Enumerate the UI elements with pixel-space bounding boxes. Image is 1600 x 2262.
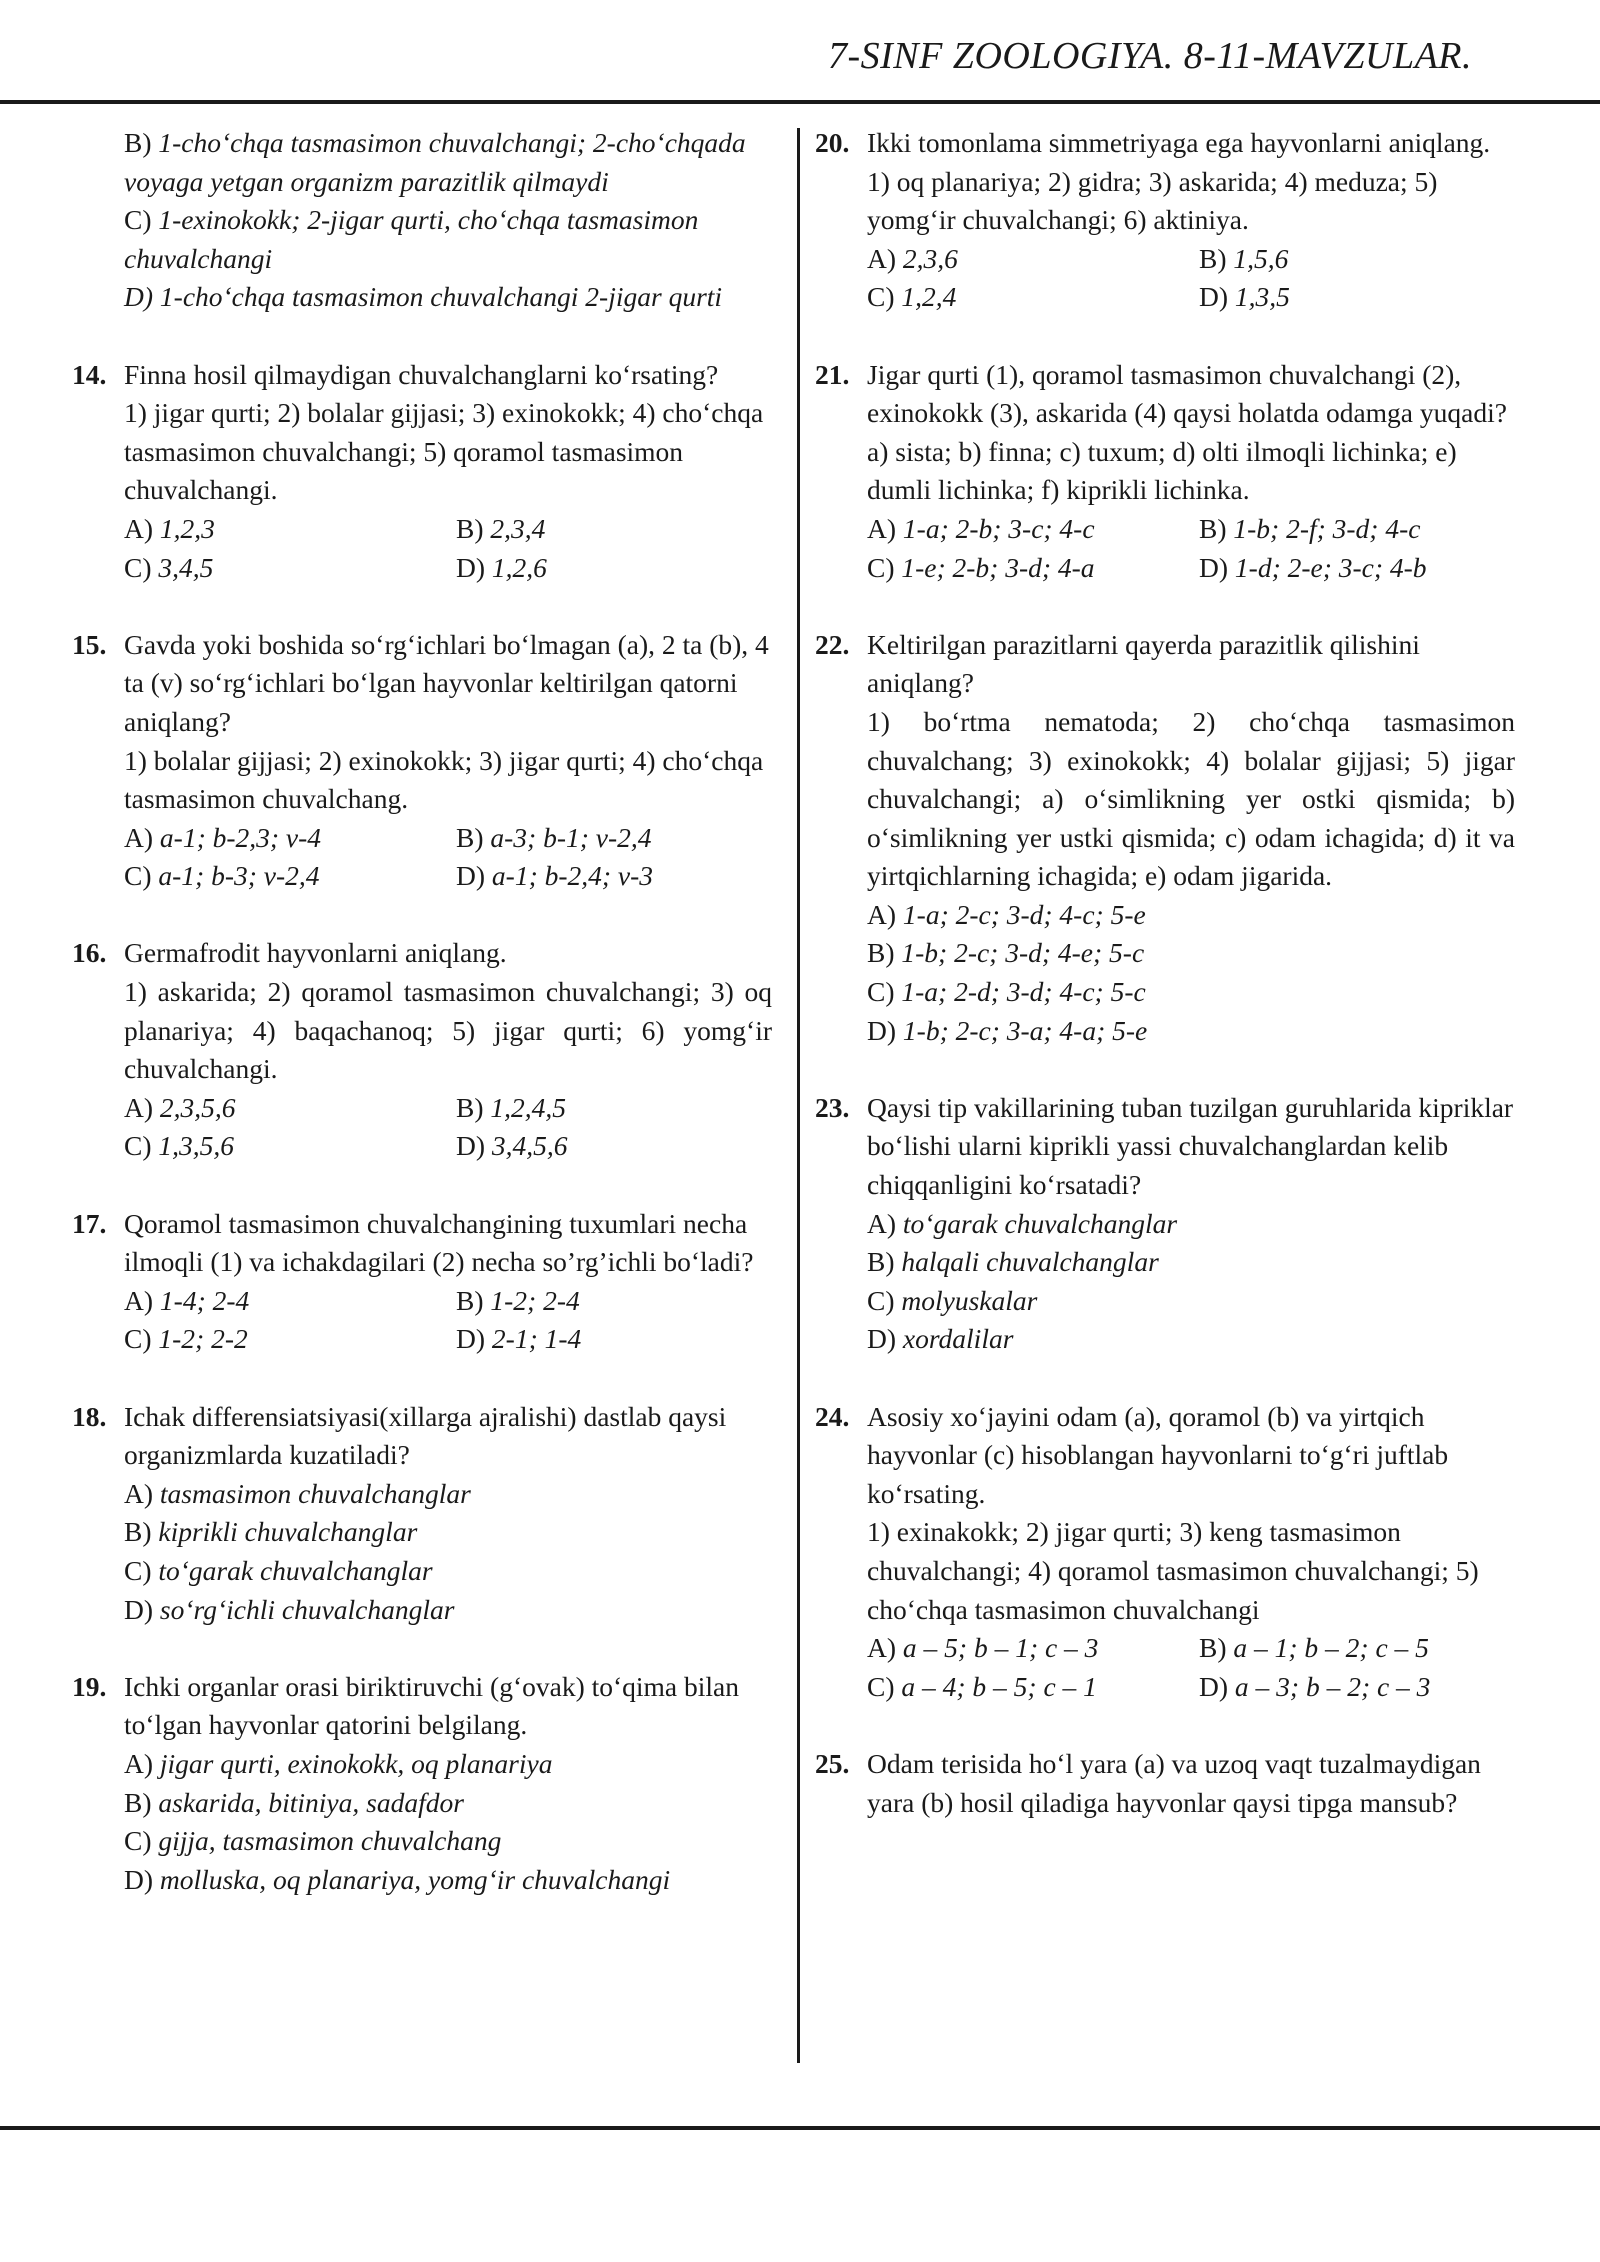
question-number: 18.: [72, 1400, 107, 1432]
answer-option-d[interactable]: D) 1,3,5: [1199, 281, 1290, 313]
question-number: 19.: [72, 1670, 107, 1702]
question-15: [72, 626, 772, 896]
answer-option-c[interactable]: C) a-1; b-3; v-2,4: [124, 860, 320, 892]
question-text: Keltirilgan parazitlarni qayerda parazitlik qilishini aniqlang?: [867, 628, 1420, 699]
right-column: [815, 124, 1515, 1861]
question-text: Finna hosil qilmaydigan chuvalchanglarni ko‘rsating?: [124, 358, 719, 390]
question-number: 14.: [72, 358, 107, 390]
question-number: 21.: [815, 358, 850, 390]
answer-option-c[interactable]: C) 1-e; 2-b; 3-d; 4-a: [867, 551, 1095, 583]
answer-option-b[interactable]: B) a-3; b-1; v-2,4: [456, 821, 652, 853]
answer-option-c[interactable]: C) a – 4; b – 5; c – 1: [867, 1670, 1097, 1702]
question-number: 22.: [815, 628, 850, 660]
question-20: [815, 124, 1515, 317]
question-23: [815, 1089, 1515, 1359]
answer-option-c[interactable]: C) 1-2; 2-2: [124, 1323, 248, 1355]
answer-options: [124, 1089, 772, 1166]
answer-options: [124, 510, 772, 587]
answer-option-a[interactable]: A) a – 5; b – 1; c – 3: [867, 1632, 1099, 1664]
question-number: 17.: [72, 1207, 107, 1239]
answer-option[interactable]: B) 1-cho‘chqa tasmasimon chuvalchangi; 2-cho‘chqada voyaga yetgan organizm parazitlik qilmaydi: [124, 127, 746, 197]
question-items: 1) bo‘rtma nematoda; 2) cho‘chqa tasmasimon chuvalchang; 3) exinokokk; 4) bolalar gijjasi; 5) jigar chuvalchangi; a) o‘simlikning yer ostki qismida; b) o‘simlikning yer ustki qismida; c) odam ichagida; d) it va yirtqichlarning ichagida; e) odam jigarida.: [867, 705, 1515, 892]
answer-options: [867, 510, 1515, 587]
column-divider: [797, 128, 800, 2063]
answer-options: [867, 240, 1515, 317]
question-text: Jigar qurti (1), qoramol tasmasimon chuvalchangi (2), exinokokk (3), askarida (4) qaysi holatda odamga yuqadi?: [867, 358, 1507, 429]
question-number: 16.: [72, 937, 107, 969]
answer-option-c[interactable]: C) 1-a; 2-d; 3-d; 4-c; 5-c: [867, 976, 1146, 1008]
answer-option-d[interactable]: D) 3,4,5,6: [456, 1130, 568, 1162]
question-24: [815, 1398, 1515, 1707]
question-text: Odam terisida ho‘l yara (a) va uzoq vaqt tuzalmaydigan yara (b) hosil qiladiga hayvonlar qaysi tipga mansub?: [867, 1747, 1481, 1818]
answer-option[interactable]: D) 1-cho‘chqa tasmasimon chuvalchangi 2-jigar qurti: [124, 281, 723, 313]
answer-option-d[interactable]: D) 1,2,6: [456, 551, 547, 583]
answer-option-a[interactable]: A) 1-4; 2-4: [124, 1284, 250, 1316]
question-items: 1) jigar qurti; 2) bolalar gijjasi; 3) exinokokk; 4) cho‘chqa tasmasimon chuvalchangi; 5) qoramol tasmasimon chuvalchangi.: [124, 397, 764, 506]
answer-option-b[interactable]: B) 2,3,4: [456, 512, 546, 544]
question-text: Ichki organlar orasi biriktiruvchi (g‘ovak) to‘qima bilan to‘lgan hayvonlar qatorini belgilang.: [124, 1670, 740, 1741]
question-13-continuation: [72, 124, 772, 317]
answer-options: [867, 1629, 1515, 1706]
header-rule: [0, 100, 1600, 104]
question-text: Germafrodit hayvonlarni aniqlang.: [124, 937, 507, 969]
question-17: [72, 1205, 772, 1359]
footer-rule: [0, 2126, 1600, 2130]
answer-option-b[interactable]: B) 1-b; 2-f; 3-d; 4-c: [1199, 512, 1421, 544]
answer-option-b[interactable]: B) 1,5,6: [1199, 242, 1289, 274]
question-items: 1) bolalar gijjasi; 2) exinokokk; 3) jigar qurti; 4) cho‘chqa tasmasimon chuvalchang.: [124, 744, 764, 815]
question-text: Ichak differensiatsiyasi(xillarga ajralishi) dastlab qaysi organizmlarda kuzatiladi?: [124, 1400, 727, 1471]
answer-option-a[interactable]: A) 2,3,6: [867, 242, 958, 274]
answer-option-d[interactable]: D) 1-b; 2-c; 3-a; 4-a; 5-e: [867, 1014, 1148, 1046]
question-22: [815, 626, 1515, 1051]
answer-options: [124, 819, 772, 896]
question-number: 20.: [815, 127, 850, 158]
question-text: Qaysi tip vakillarining tuban tuzilgan guruhlarida kipriklar bo‘lishi ularni kiprikli yassi chuvalchanglardan kelib chiqqanligini ko‘rsatadi?: [867, 1091, 1514, 1201]
question-19: [72, 1668, 772, 1900]
answer-option-c[interactable]: C) 1,3,5,6: [124, 1130, 234, 1162]
answer-option-a[interactable]: A) to‘garak chuvalchanglar: [867, 1207, 1178, 1239]
question-items: 1) askarida; 2) qoramol tasmasimon chuvalchangi; 3) oq planariya; 4) baqachanoq; 5) jigar qurti; 6) yomg‘ir chuvalchangi.: [124, 976, 772, 1085]
question-21: [815, 356, 1515, 588]
page-header-title: 7-SINF ZOOLOGIYA. 8-11-MAVZULAR.: [827, 35, 1472, 77]
question-text: Asosiy xo‘jayini odam (a), qoramol (b) va yirtqich hayvonlar (c) hisoblangan hayvonlarni to‘g‘ri juftlab ko‘rsating.: [867, 1400, 1449, 1509]
question-25: [815, 1745, 1515, 1822]
answer-option-a[interactable]: A) a-1; b-2,3; v-4: [124, 821, 322, 853]
question-number: 24.: [815, 1400, 850, 1432]
answer-option-d[interactable]: D) a-1; b-2,4; v-3: [456, 860, 654, 892]
answer-option-b[interactable]: B) 1,2,4,5: [456, 1091, 566, 1123]
answer-option-a[interactable]: A) tasmasimon chuvalchanglar: [124, 1477, 471, 1509]
answer-option-d[interactable]: D) a – 3; b – 2; c – 3: [1199, 1670, 1431, 1702]
answer-option-d[interactable]: D) xordalilar: [867, 1323, 1014, 1355]
answer-option-c[interactable]: C) to‘garak chuvalchanglar: [124, 1554, 433, 1586]
answer-option-b[interactable]: B) 1-2; 2-4: [456, 1284, 580, 1316]
answer-option-c[interactable]: C) molyuskalar: [867, 1284, 1038, 1316]
answer-option-a[interactable]: A) 1-a; 2-b; 3-c; 4-c: [867, 512, 1095, 544]
question-text: Gavda yoki boshida so‘rg‘ichlari bo‘lmagan (a), 2 ta (b), 4 ta (v) so‘rg‘ichlari bo‘lgan hayvonlar keltirilgan qatorni aniqlang?: [124, 628, 769, 737]
question-items: 1) exinakokk; 2) jigar qurti; 3) keng tasmasimon chuvalchangi; 4) qoramol tasmasimon chuvalchangi; 5) cho‘chqa tasmasimon chuvalchangi: [867, 1516, 1479, 1625]
answer-option-d[interactable]: D) molluska, oq planariya, yomg‘ir chuvalchangi: [124, 1863, 671, 1895]
answer-option-d[interactable]: D) so‘rg‘ichli chuvalchanglar: [124, 1593, 455, 1625]
answer-option-b[interactable]: B) kiprikli chuvalchanglar: [124, 1516, 418, 1548]
answer-option-a[interactable]: A) 1,2,3: [124, 512, 215, 544]
question-16: [72, 934, 772, 1166]
question-items: 1) oq planariya; 2) gidra; 3) askarida; 4) meduza; 5) yomg‘ir chuvalchangi; 6) aktiniya.: [867, 165, 1438, 236]
answer-options: [124, 1282, 772, 1359]
question-number: 25.: [815, 1747, 850, 1779]
answer-option-a[interactable]: A) 1-a; 2-c; 3-d; 4-c; 5-e: [867, 898, 1146, 930]
answer-option-c[interactable]: C) gijja, tasmasimon chuvalchang: [124, 1825, 502, 1857]
question-items: a) sista; b) finna; c) tuxum; d) olti ilmoqli lichinka; e) dumli lichinka; f) kiprikli lichinka.: [867, 435, 1457, 506]
question-number: 23.: [815, 1091, 850, 1123]
question-14: [72, 356, 772, 588]
answer-option-a[interactable]: A) jigar qurti, exinokokk, oq planariya: [124, 1747, 553, 1779]
question-number: 15.: [72, 628, 107, 660]
answer-option-b[interactable]: B) a – 1; b – 2; c – 5: [1199, 1632, 1429, 1664]
question-text: Ikki tomonlama simmetriyaga ega hayvonlarni aniqlang.: [867, 127, 1491, 158]
answer-option-b[interactable]: B) halqali chuvalchanglar: [867, 1246, 1159, 1278]
answer-option[interactable]: C) 1-exinokokk; 2-jigar qurti, cho‘chqa tasmasimon chuvalchangi: [124, 204, 699, 274]
left-column: [72, 124, 772, 1938]
answer-option-d[interactable]: D) 1-d; 2-e; 3-c; 4-b: [1199, 551, 1427, 583]
answer-option-d[interactable]: D) 2-1; 1-4: [456, 1323, 582, 1355]
answer-option-b[interactable]: B) askarida, bitiniya, sadafdor: [124, 1786, 464, 1818]
question-text: Qoramol tasmasimon chuvalchangining tuxumlari necha ilmoqli (1) va ichakdagilari (2) necha so’rg’ichli bo‘ladi?: [124, 1207, 754, 1278]
answer-option-c[interactable]: C) 1,2,4: [867, 281, 957, 313]
answer-option-b[interactable]: B) 1-b; 2-c; 3-d; 4-e; 5-c: [867, 937, 1145, 969]
answer-option-a[interactable]: A) 2,3,5,6: [124, 1091, 236, 1123]
question-18: [72, 1398, 772, 1630]
answer-option-c[interactable]: C) 3,4,5: [124, 551, 214, 583]
